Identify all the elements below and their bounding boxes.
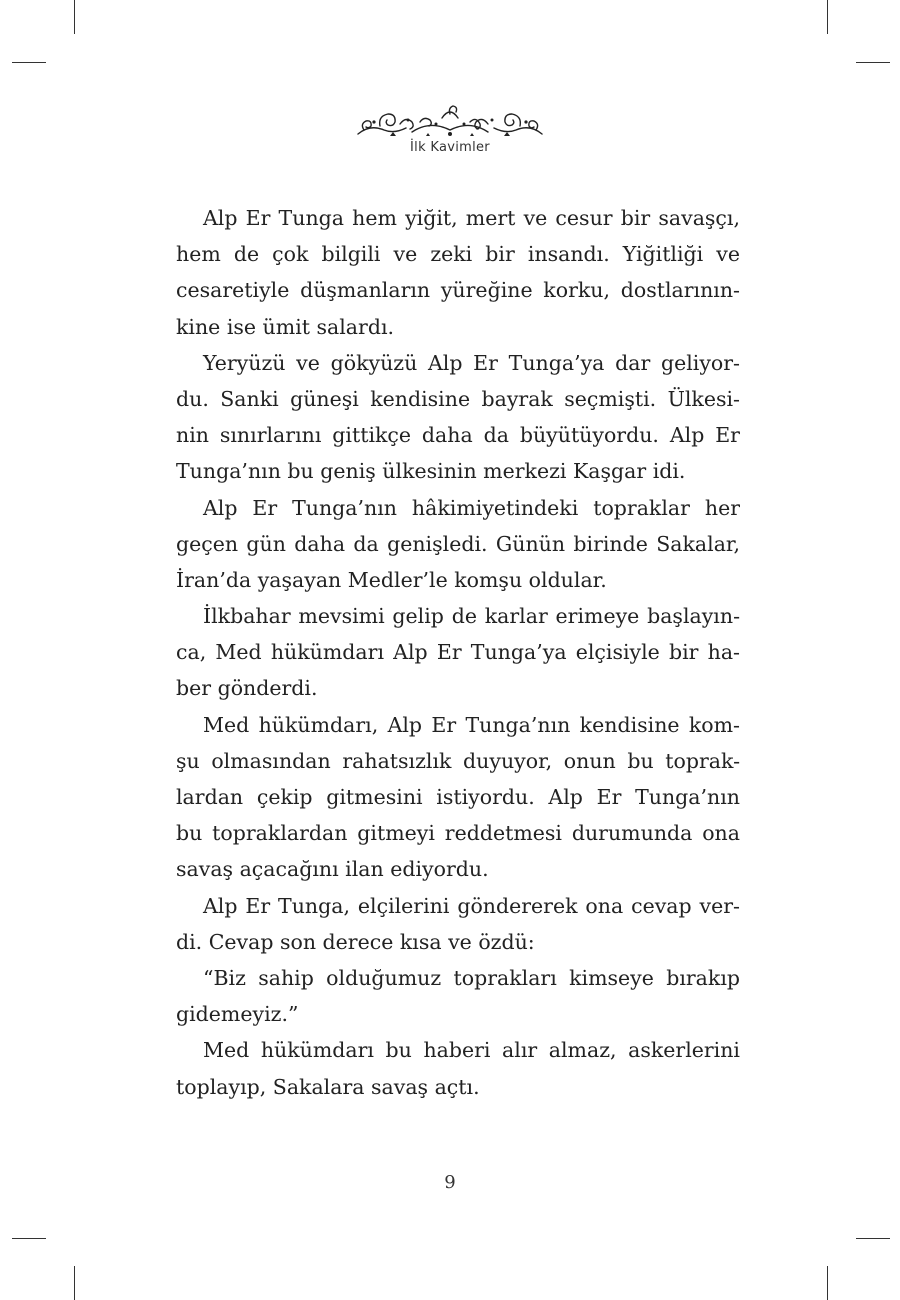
running-title: İlk Kavimler	[410, 140, 490, 155]
text-line: savaş açacağını ilan ediyordu.	[176, 857, 489, 882]
text-line: gidemeyiz.”	[176, 1002, 299, 1027]
crop-mark-right-bottom	[856, 1238, 890, 1239]
text-line: kine ise ümit salardı.	[176, 314, 395, 339]
text-line: Tunga’nın bu geniş ülkesinin merkezi Kaşgar idi.	[176, 459, 686, 484]
paragraph	[176, 345, 740, 490]
text-line: Alp Er Tunga hem yiğit, mert ve cesur bir savaşçı,	[203, 206, 740, 230]
paragraph	[176, 598, 740, 707]
paragraph	[176, 960, 740, 1032]
text-line: Alp Er Tunga, elçilerini göndererek ona cevap ver-	[203, 893, 740, 918]
text-line: Yeryüzü ve gökyüzü Alp Er Tunga’ya dar geliyor-	[203, 350, 740, 375]
running-header	[0, 100, 900, 155]
text-line: Med hükümdarı, Alp Er Tunga’nın kendisine kom-	[203, 712, 740, 737]
text-line: şu olmasından rahatsızlık duyuyor, onun bu toprak-	[176, 748, 740, 773]
text-line: du. Sanki güneşi kendisine bayrak seçmişti. Ülkesi-	[176, 386, 740, 411]
text-line: cesaretiyle düşmanların yüreğine korku, dostlarının-	[176, 278, 740, 303]
text-line: hem de çok bilgili ve zeki bir insandı. Yiğitliği ve	[176, 242, 740, 267]
paragraph	[176, 490, 740, 599]
text-line: toplayıp, Sakalara savaş açtı.	[176, 1074, 480, 1099]
text-line: İlkbahar mevsimi gelip de karlar erimeye başlayın-	[203, 604, 740, 629]
text-line: Alp Er Tunga’nın hâkimiyetindeki topraklar her	[203, 495, 740, 520]
text-line: lardan çekip gitmesini istiyordu. Alp Er Tunga’nın	[176, 785, 740, 809]
crop-mark-bottom-right	[827, 1266, 828, 1300]
crop-mark-left-top	[12, 62, 46, 63]
text-line: “Biz sahip olduğumuz toprakları kimseye bırakıp	[203, 965, 740, 990]
paragraph	[176, 200, 740, 345]
text-line: geçen gün daha da genişledi. Günün birinde Sakalar,	[176, 531, 740, 556]
crop-mark-left-bottom	[12, 1238, 46, 1239]
swirl-ornament-icon	[350, 100, 550, 142]
text-line: ber gönderdi.	[176, 676, 318, 701]
crop-mark-bottom-left	[74, 1266, 75, 1300]
crop-mark-right-top	[856, 62, 890, 63]
paragraph	[176, 888, 740, 960]
crop-mark-top-left	[74, 0, 75, 34]
body-text	[176, 200, 740, 1105]
text-line: nin sınırlarını gittikçe daha da büyütüyordu. Alp Er	[176, 423, 740, 448]
crop-mark-top-right	[827, 0, 828, 34]
paragraph	[176, 707, 740, 888]
page-number: 9	[444, 1172, 456, 1193]
paragraph	[176, 1032, 740, 1104]
text-line: di. Cevap son derece kısa ve özdü:	[176, 929, 535, 954]
text-line: Med hükümdarı bu haberi alır almaz, askerlerini	[203, 1038, 740, 1063]
text-line: İran’da yaşayan Medler’le komşu oldular.	[176, 567, 607, 592]
text-line: bu topraklardan gitmeyi reddetmesi durumunda ona	[176, 821, 740, 846]
text-line: ca, Med hükümdarı Alp Er Tunga’ya elçisiyle bir ha-	[176, 640, 740, 665]
